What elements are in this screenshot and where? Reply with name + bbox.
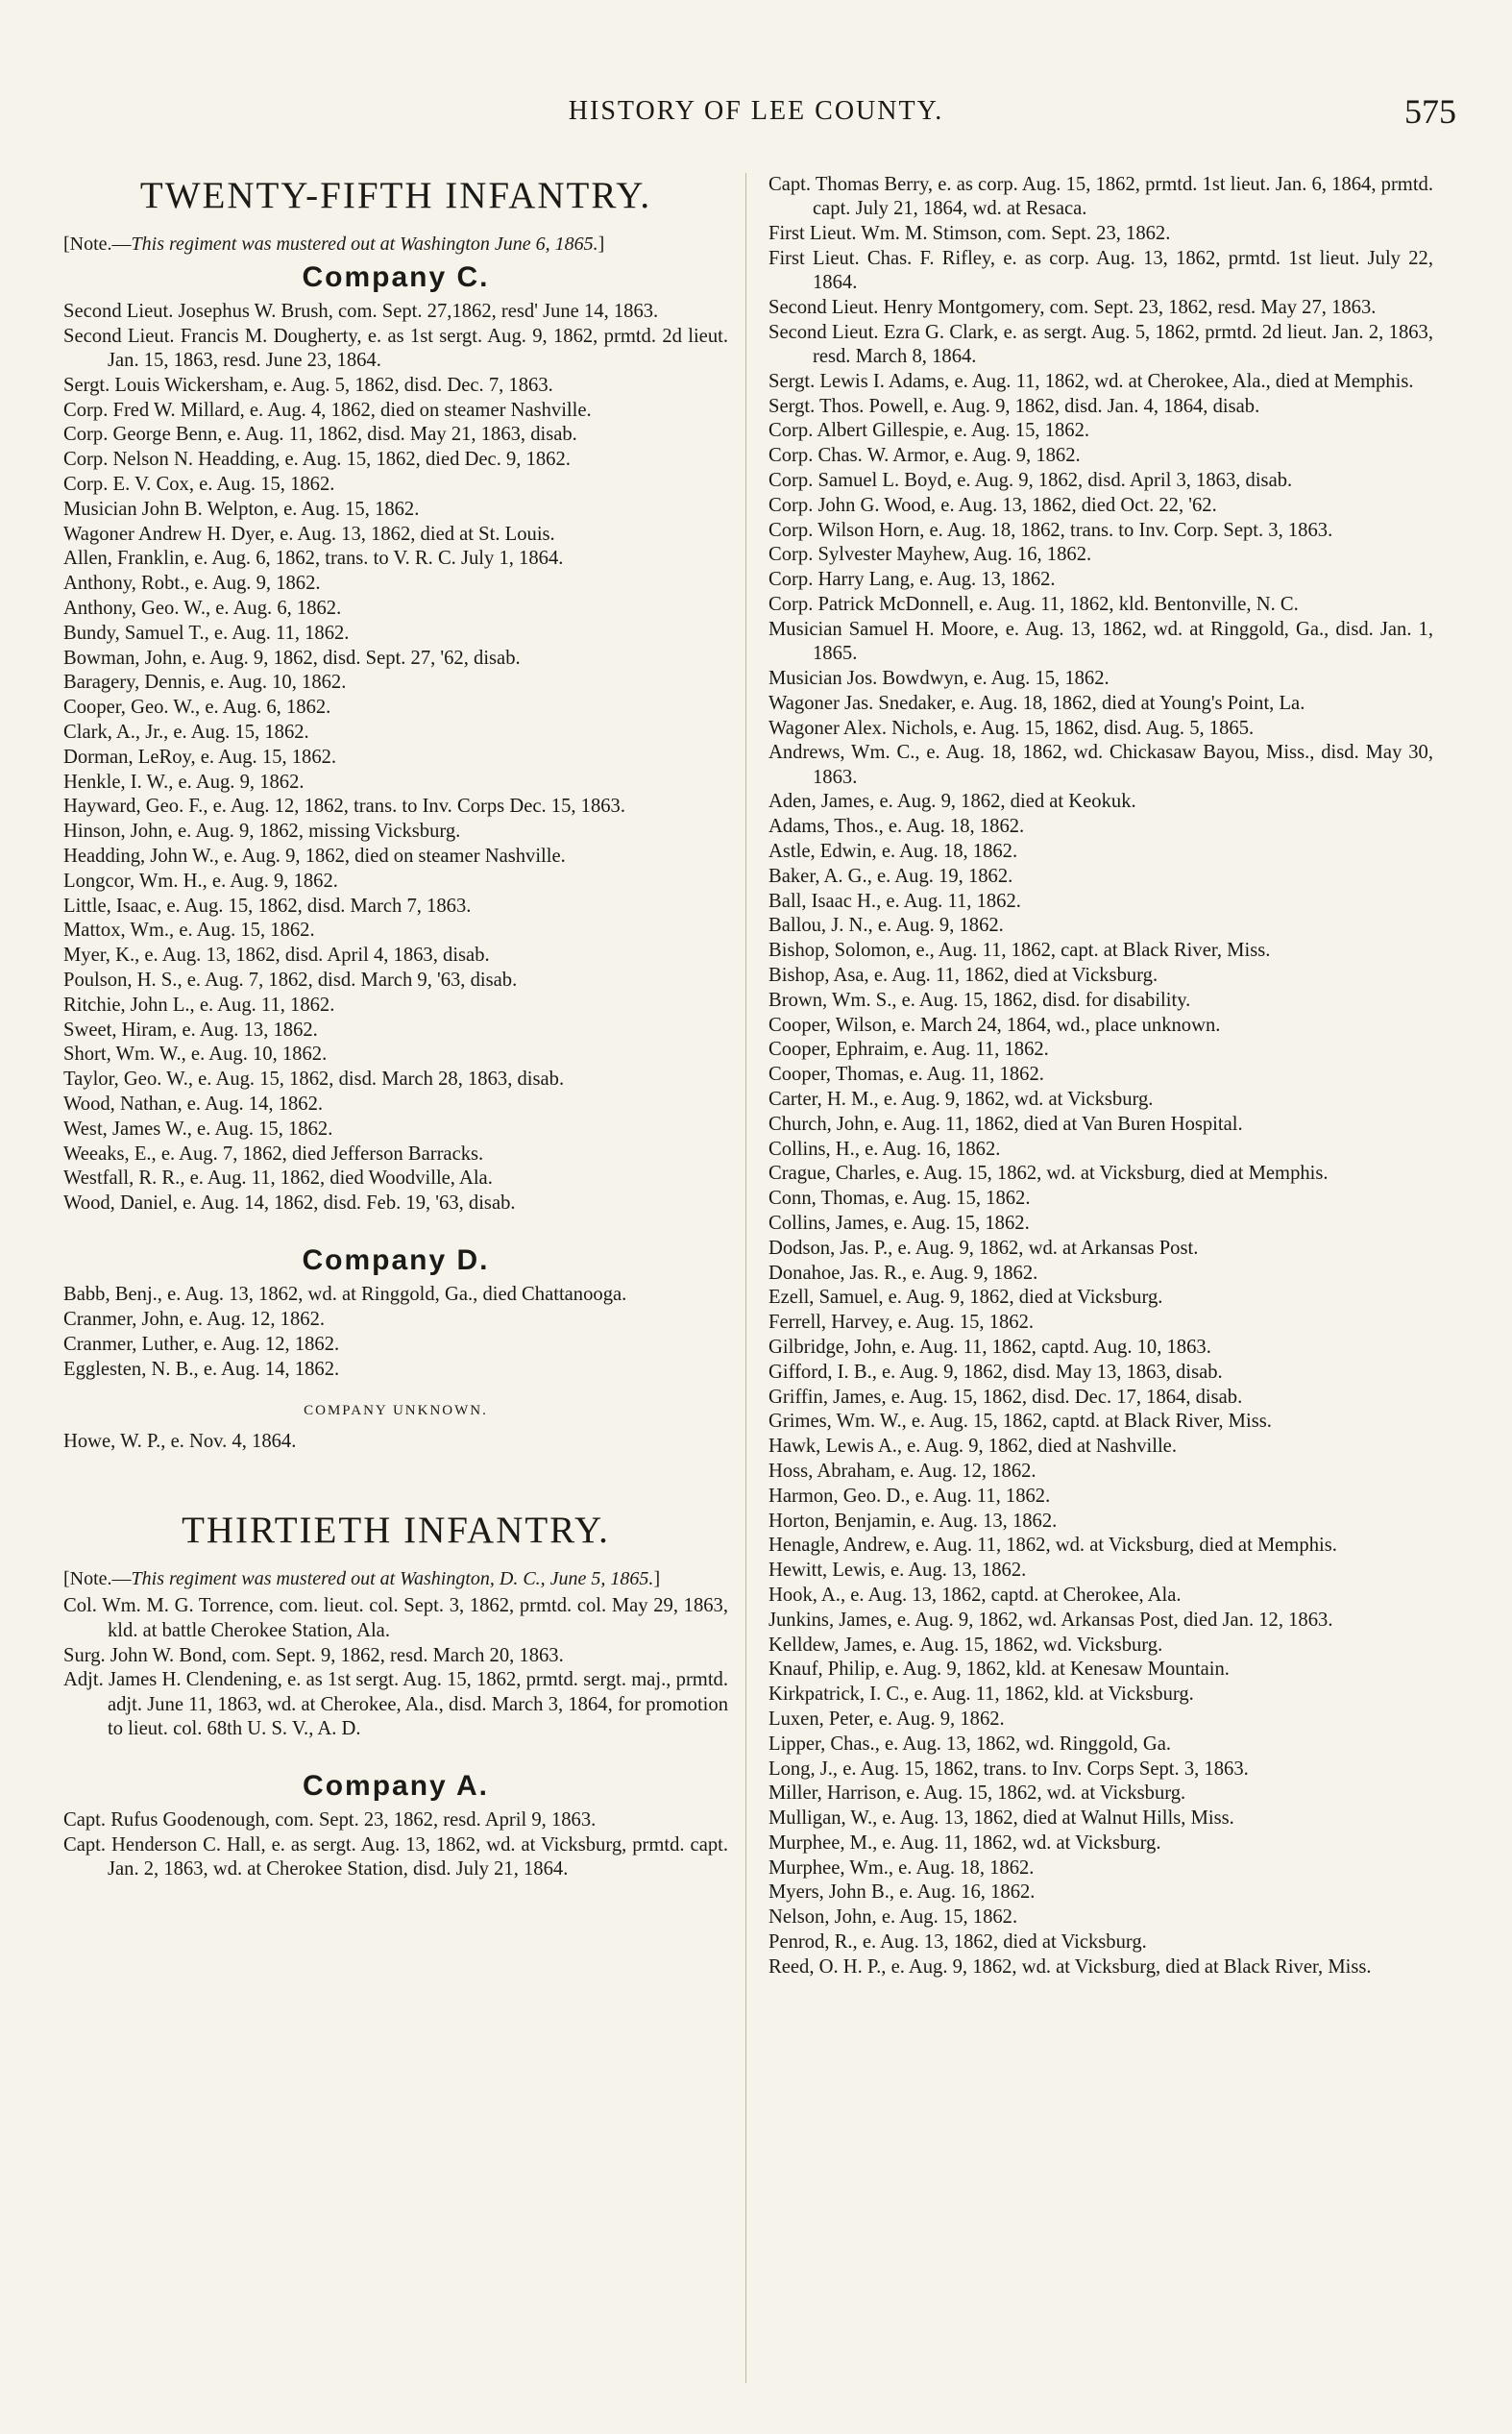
company-a-roster-continued <box>768 173 1433 1979</box>
roster-entry: Lipper, Chas., e. Aug. 13, 1862, wd. Ringgold, Ga. <box>768 1733 1172 1755</box>
roster-entry: First Lieut. Wm. M. Stimson, com. Sept. 23, 1862. <box>768 223 1171 245</box>
roster-entry: Short, Wm. W., e. Aug. 10, 1862. <box>63 1044 328 1066</box>
roster-entry: Hawk, Lewis A., e. Aug. 9, 1862, died at Nashville. <box>768 1436 1177 1458</box>
roster-entry: Hoss, Abraham, e. Aug. 12, 1862. <box>768 1460 1036 1482</box>
roster-entry: Sergt. Louis Wickersham, e. Aug. 5, 1862, disd. Dec. 7, 1863. <box>63 374 553 396</box>
roster-entry: Myer, K., e. Aug. 13, 1862, disd. April 4, 1863, disab. <box>63 945 490 967</box>
running-head <box>0 92 1512 131</box>
roster-entry: Andrews, Wm. C., e. Aug. 18, 1862, wd. Chickasaw Bayou, Miss., disd. May 30, 1863. <box>768 742 1433 788</box>
roster-entry: Henkle, I. W., e. Aug. 9, 1862. <box>63 771 305 793</box>
roster-entry: Cooper, Wilson, e. March 24, 1864, wd., place unknown. <box>768 1014 1221 1036</box>
note-close: ] <box>653 1568 661 1590</box>
roster-entry: Long, J., e. Aug. 15, 1862, trans. to Inv. Corps Sept. 3, 1863. <box>768 1758 1249 1780</box>
roster-entry: Corp. Fred W. Millard, e. Aug. 4, 1862, died on steamer Nashville. <box>63 399 592 421</box>
company-c-roster <box>63 300 728 1216</box>
roster-entry: Kirkpatrick, I. C., e. Aug. 11, 1862, kld. at Vicksburg. <box>768 1684 1194 1706</box>
roster-entry: Hayward, Geo. F., e. Aug. 12, 1862, trans. to Inv. Corps Dec. 15, 1863. <box>63 796 625 818</box>
roster-entry: Wagoner Andrew H. Dyer, e. Aug. 13, 1862, died at St. Louis. <box>63 523 555 545</box>
roster-entry: Astle, Edwin, e. Aug. 18, 1862. <box>768 841 1018 863</box>
roster-entry: Weeaks, E., e. Aug. 7, 1862, died Jefferson Barracks. <box>63 1143 484 1165</box>
roster-entry: Gilbridge, John, e. Aug. 11, 1862, captd. Aug. 10, 1863. <box>768 1336 1211 1358</box>
roster-entry: Bishop, Asa, e. Aug. 11, 1862, died at Vicksburg. <box>768 965 1158 986</box>
roster-entry: Capt. Rufus Goodenough, com. Sept. 23, 1862, resd. April 9, 1863. <box>63 1809 597 1832</box>
roster-entry: Corp. John G. Wood, e. Aug. 13, 1862, died Oct. 22, '62. <box>768 494 1217 516</box>
roster-entry: Gifford, I. B., e. Aug. 9, 1862, disd. May 13, 1863, disab. <box>768 1361 1223 1383</box>
roster-entry: Baragery, Dennis, e. Aug. 10, 1862. <box>63 672 347 694</box>
roster-entry: Anthony, Robt., e. Aug. 9, 1862. <box>63 573 321 595</box>
roster-entry: Myers, John B., e. Aug. 16, 1862. <box>768 1881 1036 1904</box>
roster-entry: Wood, Daniel, e. Aug. 14, 1862, disd. Feb. 19, '63, disab. <box>63 1192 516 1215</box>
roster-entry: Bundy, Samuel T., e. Aug. 11, 1862. <box>63 622 350 644</box>
roster-entry: Reed, O. H. P., e. Aug. 9, 1862, wd. at Vicksburg, died at Black River, Miss. <box>768 1955 1372 1978</box>
company-unknown-heading: COMPANY UNKNOWN. <box>304 1403 488 1419</box>
roster-entry: Poulson, H. S., e. Aug. 7, 1862, disd. March 9, '63, disab. <box>63 970 518 992</box>
roster-entry: Capt. Henderson C. Hall, e. as sergt. Aug. 13, 1862, wd. at Vicksburg, prmtd. capt. Jan. 2, 1863, wd. at Cherokee Station, disd. July 21, 1864. <box>63 1834 728 1881</box>
roster-entry: Ballou, J. N., e. Aug. 9, 1862. <box>768 915 1004 937</box>
column-divider <box>745 173 746 2383</box>
roster-entry: Bishop, Solomon, e., Aug. 11, 1862, capt. at Black River, Miss. <box>768 940 1271 962</box>
roster-entry: Allen, Franklin, e. Aug. 6, 1862, trans. to V. R. C. July 1, 1864. <box>63 548 564 570</box>
roster-entry: Horton, Benjamin, e. Aug. 13, 1862. <box>768 1510 1058 1532</box>
roster-entry: Howe, W. P., e. Nov. 4, 1864. <box>63 1431 297 1453</box>
roster-entry: Ball, Isaac H., e. Aug. 11, 1862. <box>768 890 1021 912</box>
roster-entry: Cooper, Thomas, e. Aug. 11, 1862. <box>768 1064 1044 1086</box>
roster-entry: Knauf, Philip, e. Aug. 9, 1862, kld. at Kenesaw Mountain. <box>768 1659 1230 1681</box>
roster-entry: Ferrell, Harvey, e. Aug. 15, 1862. <box>768 1312 1035 1334</box>
roster-entry: Wagoner Alex. Nichols, e. Aug. 15, 1862, disd. Aug. 5, 1865. <box>768 717 1255 739</box>
roster-entry: West, James W., e. Aug. 15, 1862. <box>63 1118 333 1140</box>
roster-entry: Corp. Chas. W. Armor, e. Aug. 9, 1862. <box>768 445 1081 467</box>
roster-entry: Hinson, John, e. Aug. 9, 1862, missing Vicksburg. <box>63 821 461 843</box>
roster-entry: Miller, Harrison, e. Aug. 15, 1862, wd. at Vicksburg. <box>768 1782 1186 1805</box>
roster-entry: Collins, H., e. Aug. 16, 1862. <box>768 1138 1001 1160</box>
note-body: This regiment was mustered out at Washington, D. C., June 5, 1865. <box>131 1568 654 1590</box>
roster-entry: Hewitt, Lewis, e. Aug. 13, 1862. <box>768 1560 1027 1582</box>
roster-entry: Surg. John W. Bond, com. Sept. 9, 1862, resd. March 20, 1863. <box>63 1644 564 1666</box>
roster-entry: Penrod, R., e. Aug. 13, 1862, died at Vicksburg. <box>768 1931 1147 1954</box>
note-close: ] <box>597 234 605 255</box>
roster-entry: Corp. Albert Gillespie, e. Aug. 15, 1862. <box>768 420 1090 442</box>
roster-entry: Second Lieut. Francis M. Dougherty, e. as 1st sergt. Aug. 9, 1862, prmtd. 2d lieut. Jan. 15, 1863, resd. June 23, 1864. <box>63 325 728 372</box>
roster-entry: Corp. Nelson N. Headding, e. Aug. 15, 1862, died Dec. 9, 1862. <box>63 449 571 471</box>
regiment-note-30th <box>63 1567 728 1590</box>
company-a-roster <box>63 1808 728 1881</box>
regiment-title-30th: THIRTIETH INFANTRY. <box>182 1510 610 1552</box>
roster-entry: Adjt. James H. Clendening, e. as 1st sergt. Aug. 15, 1862, prmtd. sergt. maj., prmtd. adjt. June 11, 1863, wd. at Cherokee, Ala., disd. March 3, 1864, for promotion to lieut. col. 68th U. S. V., A. D. <box>63 1669 728 1739</box>
roster-entry: Mulligan, W., e. Aug. 13, 1862, died at Walnut Hills, Miss. <box>768 1807 1234 1830</box>
roster-entry: Wagoner Jas. Snedaker, e. Aug. 18, 1862, died at Young's Point, La. <box>768 692 1305 714</box>
roster-entry: Sweet, Hiram, e. Aug. 13, 1862. <box>63 1019 318 1041</box>
roster-entry: First Lieut. Chas. F. Rifley, e. as corp. Aug. 13, 1862, prmtd. 1st lieut. July 22, 1864. <box>768 247 1433 294</box>
roster-entry: Donahoe, Jas. R., e. Aug. 9, 1862. <box>768 1262 1038 1284</box>
roster-entry: Conn, Thomas, e. Aug. 15, 1862. <box>768 1188 1031 1210</box>
roster-entry: Dodson, Jas. P., e. Aug. 9, 1862, wd. at Arkansas Post. <box>768 1237 1199 1259</box>
roster-entry: Ritchie, John L., e. Aug. 11, 1862. <box>63 994 335 1016</box>
roster-entry: Adams, Thos., e. Aug. 18, 1862. <box>768 816 1025 838</box>
roster-entry: Collins, James, e. Aug. 15, 1862. <box>768 1212 1030 1234</box>
roster-entry: Cooper, Geo. W., e. Aug. 6, 1862. <box>63 697 331 719</box>
roster-entry: Grimes, Wm. W., e. Aug. 15, 1862, captd. at Black River, Miss. <box>768 1411 1272 1433</box>
right-column <box>768 173 1433 1980</box>
roster-entry: Headding, John W., e. Aug. 9, 1862, died on steamer Nashville. <box>63 846 566 868</box>
roster-entry: Harmon, Geo. D., e. Aug. 11, 1862. <box>768 1485 1051 1507</box>
roster-entry: Cranmer, Luther, e. Aug. 12, 1862. <box>63 1334 340 1356</box>
company-d-heading: Company D. <box>302 1244 490 1277</box>
roster-entry: Corp. Harry Lang, e. Aug. 13, 1862. <box>768 569 1056 591</box>
note-open: [Note.— <box>63 1568 132 1590</box>
regiment-note-25th <box>63 233 728 256</box>
page-number: 575 <box>1404 92 1456 131</box>
roster-entry: Longcor, Wm. H., e. Aug. 9, 1862. <box>63 870 338 892</box>
roster-entry: Wood, Nathan, e. Aug. 14, 1862. <box>63 1094 324 1115</box>
roster-entry: Musician John B. Welpton, e. Aug. 15, 1862. <box>63 498 420 520</box>
roster-entry: Westfall, R. R., e. Aug. 11, 1862, died Woodville, Ala. <box>63 1168 493 1190</box>
roster-entry: Musician Samuel H. Moore, e. Aug. 13, 1862, wd. at Ringgold, Ga., disd. Jan. 1, 1865. <box>768 618 1433 665</box>
roster-entry: Second Lieut. Josephus W. Brush, com. Sept. 27,1862, resd' June 14, 1863. <box>63 301 659 322</box>
roster-entry: Corp. Wilson Horn, e. Aug. 18, 1862, trans. to Inv. Corp. Sept. 3, 1863. <box>768 519 1333 541</box>
roster-entry: Murphee, Wm., e. Aug. 18, 1862. <box>768 1856 1035 1879</box>
roster-entry: Hook, A., e. Aug. 13, 1862, captd. at Cherokee, Ala. <box>768 1584 1182 1606</box>
field-staff-roster <box>63 1594 728 1741</box>
roster-entry: Baker, A. G., e. Aug. 19, 1862. <box>768 865 1013 887</box>
roster-entry: Junkins, James, e. Aug. 9, 1862, wd. Arkansas Post, died Jan. 12, 1863. <box>768 1609 1333 1631</box>
roster-entry: Egglesten, N. B., e. Aug. 14, 1862. <box>63 1358 340 1380</box>
company-c-heading: Company C. <box>302 261 490 293</box>
roster-entry: Corp. Patrick McDonnell, e. Aug. 11, 1862, kld. Bentonville, N. C. <box>768 594 1299 616</box>
roster-entry: Corp. George Benn, e. Aug. 11, 1862, disd. May 21, 1863, disab. <box>63 424 577 446</box>
roster-entry: Henagle, Andrew, e. Aug. 11, 1862, wd. at Vicksburg, died at Memphis. <box>768 1535 1337 1557</box>
roster-entry: Second Lieut. Ezra G. Clark, e. as sergt. Aug. 5, 1862, prmtd. 2d lieut. Jan. 2, 1863, resd. March 8, 1864. <box>768 321 1433 368</box>
roster-entry: Sergt. Lewis I. Adams, e. Aug. 11, 1862, wd. at Cherokee, Ala., died at Memphis. <box>768 370 1414 392</box>
company-unknown-roster <box>63 1430 728 1454</box>
company-a-heading: Company A. <box>303 1770 489 1803</box>
roster-entry: Carter, H. M., e. Aug. 9, 1862, wd. at Vicksburg. <box>768 1088 1154 1110</box>
regiment-title-25th: TWENTY-FIFTH INFANTRY. <box>139 175 652 216</box>
roster-entry: Little, Isaac, e. Aug. 15, 1862, disd. March 7, 1863. <box>63 895 472 917</box>
roster-entry: Cooper, Ephraim, e. Aug. 11, 1862. <box>768 1039 1049 1061</box>
roster-entry: Col. Wm. M. G. Torrence, com. lieut. col. Sept. 3, 1862, prmtd. col. May 29, 1863, kld. at battle Cherokee Station, Ala. <box>63 1595 728 1641</box>
roster-entry: Corp. Sylvester Mayhew, Aug. 16, 1862. <box>768 544 1092 566</box>
roster-entry: Babb, Benj., e. Aug. 13, 1862, wd. at Ringgold, Ga., died Chattanooga. <box>63 1284 627 1306</box>
roster-entry: Nelson, John, e. Aug. 15, 1862. <box>768 1906 1018 1929</box>
roster-entry: Ezell, Samuel, e. Aug. 9, 1862, died at Vicksburg. <box>768 1287 1163 1309</box>
roster-entry: Bowman, John, e. Aug. 9, 1862, disd. Sept. 27, '62, disab. <box>63 647 521 669</box>
roster-entry: Murphee, M., e. Aug. 11, 1862, wd. at Vicksburg. <box>768 1832 1161 1854</box>
roster-entry: Brown, Wm. S., e. Aug. 15, 1862, disd. for disability. <box>768 989 1191 1011</box>
note-body: This regiment was mustered out at Washington June 6, 1865. <box>131 234 598 255</box>
roster-entry: Capt. Thomas Berry, e. as corp. Aug. 15, 1862, prmtd. 1st lieut. Jan. 6, 1864, prmtd. capt. July 21, 1864, wd. at Resaca. <box>768 174 1433 220</box>
roster-entry: Crague, Charles, e. Aug. 15, 1862, wd. at Vicksburg, died at Memphis. <box>768 1163 1329 1185</box>
left-column <box>63 173 728 1882</box>
roster-entry: Kelldew, James, e. Aug. 15, 1862, wd. Vicksburg. <box>768 1634 1163 1656</box>
roster-entry: Aden, James, e. Aug. 9, 1862, died at Keokuk. <box>768 791 1136 813</box>
roster-entry: Anthony, Geo. W., e. Aug. 6, 1862. <box>63 598 342 620</box>
roster-entry: Luxen, Peter, e. Aug. 9, 1862. <box>768 1708 1005 1730</box>
roster-entry: Second Lieut. Henry Montgomery, com. Sept. 23, 1862, resd. May 27, 1863. <box>768 296 1377 318</box>
roster-entry: Musician Jos. Bowdwyn, e. Aug. 15, 1862. <box>768 667 1110 689</box>
note-open: [Note.— <box>63 234 132 255</box>
company-d-roster <box>63 1283 728 1382</box>
roster-entry: Cranmer, John, e. Aug. 12, 1862. <box>63 1309 326 1331</box>
roster-entry: Corp. Samuel L. Boyd, e. Aug. 9, 1862, disd. April 3, 1863, disab. <box>768 470 1293 492</box>
roster-entry: Corp. E. V. Cox, e. Aug. 15, 1862. <box>63 474 335 496</box>
roster-entry: Clark, A., Jr., e. Aug. 15, 1862. <box>63 722 309 744</box>
roster-entry: Griffin, James, e. Aug. 15, 1862, disd. Dec. 17, 1864, disab. <box>768 1386 1243 1408</box>
roster-entry: Taylor, Geo. W., e. Aug. 15, 1862, disd. March 28, 1863, disab. <box>63 1069 565 1091</box>
roster-entry: Mattox, Wm., e. Aug. 15, 1862. <box>63 920 315 942</box>
running-title: HISTORY OF LEE COUNTY. <box>568 96 944 126</box>
roster-entry: Church, John, e. Aug. 11, 1862, died at Van Buren Hospital. <box>768 1113 1243 1135</box>
roster-entry: Dorman, LeRoy, e. Aug. 15, 1862. <box>63 746 337 768</box>
roster-entry: Sergt. Thos. Powell, e. Aug. 9, 1862, disd. Jan. 4, 1864, disab. <box>768 395 1260 417</box>
